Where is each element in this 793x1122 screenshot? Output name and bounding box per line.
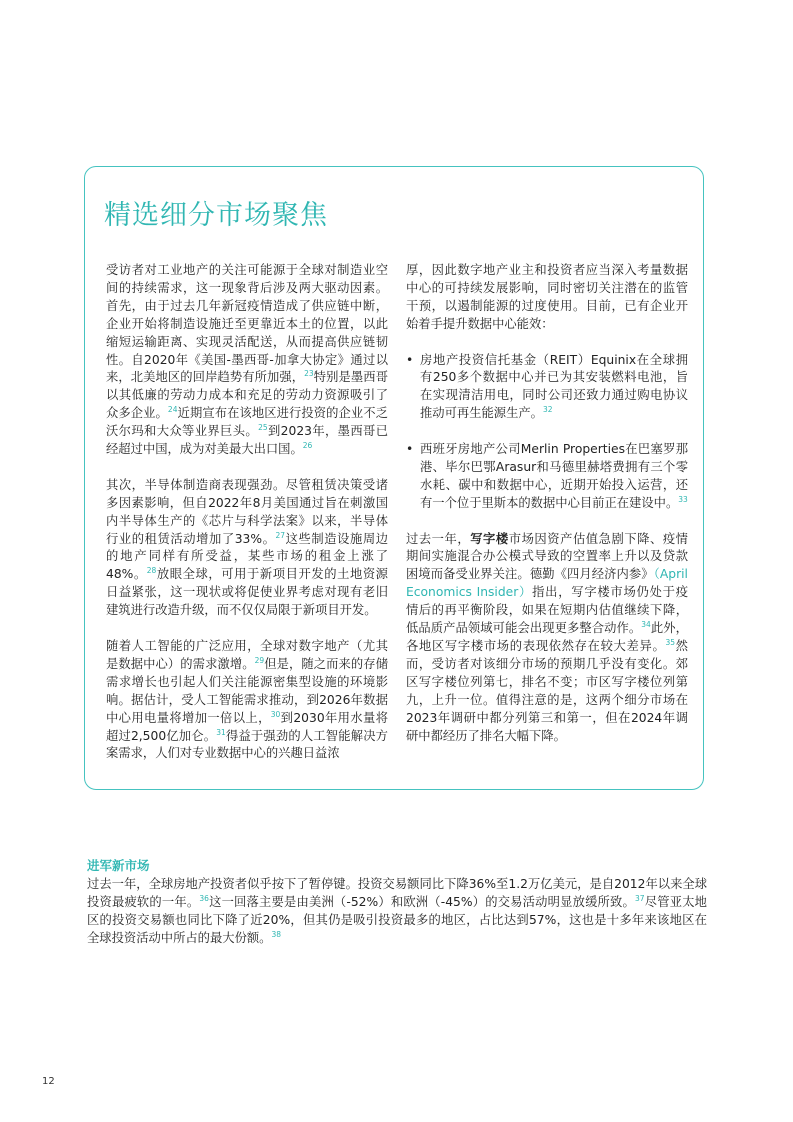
footnote-ref[interactable]: 37 xyxy=(635,893,645,903)
bullet-list xyxy=(406,352,688,513)
paragraph: 受访者对工业地产的关注可能源于全球对制造业空间的持续需求，这一现象背后涉及两大驱动因素。首先，由于过去几年新冠疫情造成了供应链中断，企业开始将制造设施迁至更靠近本土的位置，以此缩短运输距离、实现灵活配送，从而提高供应链韧性。自2020年《美国-墨西哥-加拿大协定》通过以来，北美地区的回岸趋势有所加强，$^{23}$特别是墨西哥以其低廉的劳动力成本和充足的劳动力资源吸引了众多企业。$^{24}$近期宣布在该地区进行投资的企业不乏沃尔玛和大众等业界巨头。$^{25}$到2023年，墨西哥已经超过中国，成为对美最大出口国。$^{26}$ xyxy=(106,263,388,457)
footnote-ref[interactable]: 33 xyxy=(678,494,688,504)
page-number: 12 xyxy=(42,1076,55,1087)
bullet-icon: • xyxy=(406,352,414,367)
box-title: 精选细分市场聚焦 xyxy=(104,200,328,231)
footnote-ref[interactable]: 35 xyxy=(665,637,675,647)
list-item: • 房地产投资信托基金（REIT）Equinix在全球拥有250多个数据中心并已为其安装燃料电池，旨在实现清洁用电，同时公司还致力通过购电协议推动可再生能源生产。$^{32}$ xyxy=(406,352,688,421)
paragraph: 其次，半导体制造商表现强劲。尽管租赁决策受诸多因素影响，但自2022年8月美国通过旨在刺激国内半导体生产的《芯片与科学法案》以来，半导体行业的租赁活动增加了33%。$^{27}$这些制造设施周边的地产同样有所受益，某些市场的租金上涨了48%。$^{28}$放眼全球，可用于新项目开发的土地资源日益紧张，这一现状或将促使业界考虑对现有老旧建筑进行改造升级，而不仅仅局限于新项目开发。 xyxy=(106,477,388,618)
footnote-ref[interactable]: 34 xyxy=(641,619,651,629)
footnote-ref[interactable]: 31 xyxy=(216,727,226,737)
bold-term: 写字楼 xyxy=(470,531,509,546)
footnote-ref[interactable]: 38 xyxy=(271,929,282,939)
footnote-ref[interactable]: 27 xyxy=(275,530,286,540)
footnote-ref[interactable]: 28 xyxy=(146,566,157,576)
list-item: • 西班牙房地产公司Merlin Properties在巴塞罗那港、毕尔巴鄂Arasur和马德里赫塔费拥有三个零水耗、碳中和数据中心，近期开始投入运营，还有一个位于里斯本的数据中心目前正在建设中。$^{33}$ xyxy=(406,442,688,510)
footnote-ref[interactable]: 24 xyxy=(167,405,178,415)
paragraph: 过去一年，写字楼市场因资产估值急剧下降、疫情期间实施混合办公模式导致的空置率上升以及贷款困境而备受业界关注。德勤《四月经济内参》（April Economics Insider）指出，写字楼市场仍处于疫情后的再平衡阶段，如果在短期内估值继续下降，低品质产品领域可能会出现更多整合动作。$^{34}$此外，各地区写字楼市场的表现依然存在较大差异。$^{35}$然而，受访者对该细分市场的预期几乎没有变化。郊区写字楼位列第七，排名不变；市区写字楼位列第九，上升一位。值得注意的是，这两个细分市场在2023年调研中都分列第三和第一，但在2024年调研中都经历了排名大幅下降。 xyxy=(406,531,688,743)
section-paragraph: 过去一年，全球房地产投资者似乎按下了暂停键。投资交易额同比下降36%至1.2万亿美元，是自2012年以来全球投资最疲软的一年。$^{36}$这一回落主要是由美洲（-52%）和欧洲（-45%）的交易活动明显放缓所致。$^{37}$尽管亚太地区的投资交易额也同比下降了近20%，但其仍是吸引投资最多的地区，占比达到57%，这也是十多年来该地区在全球投资活动中所占的最大份额。$^{38}$ xyxy=(87,877,707,945)
bullet-icon: • xyxy=(406,442,414,457)
right-column xyxy=(406,262,688,763)
left-column xyxy=(106,262,388,781)
footnote-ref[interactable]: 29 xyxy=(254,655,265,665)
paragraph: 随着人工智能的广泛应用，全球对数字地产（尤其是数据中心）的需求激增。$^{29}$但是，随之而来的存储需求增长也引起人们关注能源密集型设施的环境影响。据估计，受人工智能需求推动，到2026年数据中心用电量将增加一倍以上，$^{30}$到2030年用水量将超过2,500亿加仑。$^{31}$得益于强劲的人工智能解决方案需求，人们对专业数据中心的兴趣日益浓 xyxy=(106,639,388,761)
section-heading: 进军新市场 xyxy=(87,858,150,873)
paragraph: 厚，因此数字地产业主和投资者应当深入考量数据中心的可持续发展影响，同时密切关注潜在的监管干预，以遏制能源的过度使用。目前，已有企业开始着手提升数据中心能效： xyxy=(406,263,688,331)
footnote-ref[interactable]: 32 xyxy=(542,405,553,415)
report-link[interactable]: （April Economics Insider） xyxy=(406,567,688,600)
footnote-ref[interactable]: 36 xyxy=(199,893,209,903)
footnote-ref[interactable]: 30 xyxy=(270,709,281,719)
footnote-ref[interactable]: 26 xyxy=(302,440,313,450)
footnote-ref[interactable]: 25 xyxy=(258,423,268,433)
footnote-ref[interactable]: 23 xyxy=(304,369,314,379)
